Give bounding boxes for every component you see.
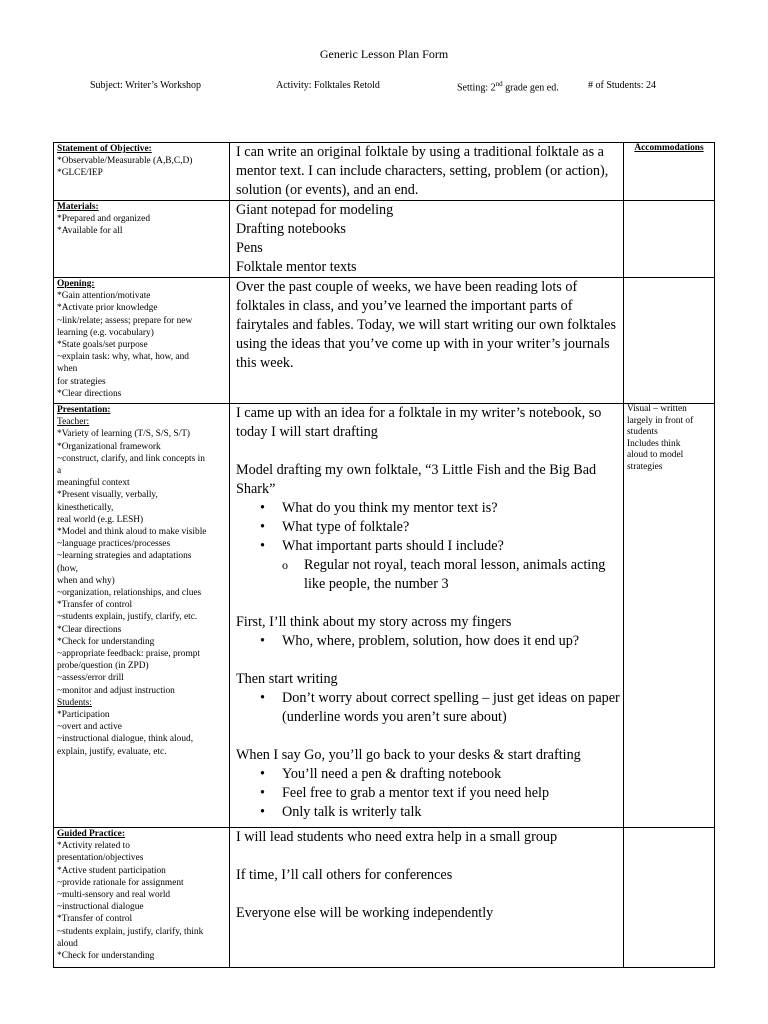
objective-content [230, 143, 624, 201]
criteria-line: *Prepared and organized [57, 214, 151, 225]
criteria-line: explain, justify, evaluate, etc. [57, 746, 167, 757]
criteria-line: ~instructional dialogue [57, 902, 144, 913]
guided-text: If time, I’ll call others for conferences [236, 867, 453, 883]
criteria-line: ~learning strategies and adaptations [57, 551, 192, 562]
criteria-line: *Activate prior knowledge [57, 303, 158, 314]
criteria-line: ~link/relate; assess; prepare for new [57, 315, 193, 326]
criteria-line: aloud [57, 938, 78, 949]
accommodation-line: Visual – written [627, 404, 687, 414]
criteria-line: learning (e.g. vocabulary) [57, 327, 154, 338]
bullet-list [236, 632, 620, 651]
criteria-line: ~explain task: why, what, how, and [57, 352, 189, 363]
students-label: Students: [57, 697, 92, 708]
objective-row [54, 143, 715, 201]
criteria-line: *Check for understanding [57, 636, 155, 647]
criteria-line: ~construct, clarify, and link concepts in [57, 453, 205, 464]
sub-bullet-list [236, 556, 620, 594]
setting-text: Setting: 2 [457, 82, 496, 94]
guided-accommodations [624, 828, 715, 968]
criteria-line: *Check for understanding [57, 951, 155, 962]
teacher-label: Teacher: [57, 417, 90, 428]
material-item: Drafting notebooks [236, 221, 346, 237]
criteria-line: *Clear directions [57, 388, 122, 399]
criteria-line: *Transfer of control [57, 914, 133, 925]
presentation-paragraph: When I say Go, you’ll go back to your desks & start drafting [236, 747, 581, 763]
criteria-line: real world (e.g. LESH) [57, 514, 144, 525]
opening-content [230, 278, 624, 404]
criteria-line: ~assess/error drill [57, 673, 124, 684]
criteria-line: ~organization, relationships, and clues [57, 588, 202, 599]
accommodation-line: largely in front of [627, 415, 694, 426]
students-count-field: # of Students: 24 [588, 80, 657, 91]
activity-field: Activity: Folktales Retold [276, 80, 380, 91]
criteria-line: ~overt and active [57, 722, 122, 733]
criteria-line: kinesthetically, [57, 502, 114, 513]
objective-criteria [54, 143, 230, 201]
bullet-item: • Feel free to grab a mentor text if you need help [260, 784, 620, 803]
accommodation-line: students [627, 427, 658, 437]
presentation-paragraph: I came up with an idea for a folktale in my writer’s notebook, so today I will start drafting [236, 405, 602, 440]
materials-content [230, 201, 624, 278]
criteria-line: ~multi-sensory and real world [57, 890, 171, 901]
criteria-line: when [57, 364, 78, 375]
criteria-line: ~provide rationale for assignment [57, 877, 184, 888]
criteria-line: *Variety of learning (T/S, S/S, S/T) [57, 429, 191, 440]
setting-text-end: grade gen ed. [502, 82, 559, 94]
subject-field: Subject: Writer’s Workshop [90, 80, 202, 91]
criteria-line: *Clear directions [57, 624, 122, 635]
criteria-line: *Activity related to [57, 841, 130, 852]
bullet-item: • Who, where, problem, solution, how does it end up? [260, 632, 620, 651]
presentation-criteria [54, 404, 230, 828]
criteria-line: for strategies [57, 376, 106, 387]
criteria-line: ~students explain, justify, clarify, etc. [57, 612, 198, 623]
presentation-paragraph: Then start writing [236, 671, 338, 687]
criteria-line: *Observable/Measurable (A,B,C,D) [57, 156, 193, 167]
criteria-line: *Model and think aloud to make visible [57, 527, 207, 538]
criteria-line: meaningful context [57, 478, 130, 489]
accommodation-line: aloud to model [627, 450, 684, 460]
criteria-line: *Present visually, verbally, [57, 490, 158, 501]
bullet-item: • What important parts should I include? [260, 537, 620, 556]
criteria-line: a [57, 466, 62, 477]
accommodation-line: Includes think [627, 438, 681, 449]
lesson-plan-table [53, 142, 715, 968]
materials-row [54, 201, 715, 278]
opening-text: Over the past couple of weeks, we have been reading lots of folktales in class, and you’ve learned the important parts of fairytales and fables. Today, we will start writing our own folktales using the ideas that you’ve come up with in your writer’s journals this week. [236, 279, 616, 371]
criteria-line: ~students explain, justify, clarify, think [57, 926, 204, 937]
setting-superscript: nd [495, 80, 503, 88]
criteria-line: *Gain attention/motivate [57, 291, 151, 302]
criteria-line: *State goals/set purpose [57, 340, 148, 351]
setting-field [457, 80, 559, 93]
criteria-line: *Organizational framework [57, 441, 161, 452]
guided-text: Everyone else will be working independently [236, 905, 494, 921]
bullet-item: • Only talk is writerly talk [260, 803, 620, 822]
criteria-line: (how, [57, 563, 79, 574]
criteria-line: ~monitor and adjust instruction [57, 685, 175, 696]
sub-bullet-item: o Regular not royal, teach moral lesson, animals acting like people, the number 3 [282, 556, 620, 594]
bullet-item: • What do you think my mentor text is? [260, 499, 620, 518]
criteria-line: ~language practices/processes [57, 539, 171, 550]
presentation-paragraph: Model drafting my own folktale, “3 Little Fish and the Big Bad Shark” [236, 462, 597, 497]
presentation-row [54, 404, 715, 828]
material-item: Folktale mentor texts [236, 259, 357, 275]
bullet-list [236, 499, 620, 556]
guided-text: I will lead students who need extra help in a small group [236, 829, 558, 845]
opening-accommodations [624, 278, 715, 404]
accommodations-heading: Accommodations [634, 143, 704, 153]
criteria-line: presentation/objectives [57, 853, 144, 864]
opening-heading: Opening: [57, 279, 95, 289]
form-title: Generic Lesson Plan Form [319, 47, 449, 61]
bullet-list [236, 689, 620, 727]
material-item: Pens [236, 240, 263, 256]
opening-criteria [54, 278, 230, 404]
criteria-line: *Active student participation [57, 865, 166, 876]
bullet-list [236, 765, 620, 822]
material-item: Giant notepad for modeling [236, 202, 394, 218]
presentation-accommodations [624, 404, 715, 828]
criteria-line: when and why) [57, 575, 115, 586]
guided-criteria [54, 828, 230, 968]
opening-row [54, 278, 715, 404]
presentation-content [230, 404, 624, 828]
accommodation-line: strategies [627, 461, 663, 472]
criteria-line: probe/question (in ZPD) [57, 661, 149, 672]
criteria-line: *Transfer of control [57, 600, 133, 611]
materials-heading: Materials: [57, 202, 99, 212]
bullet-item: • You’ll need a pen & drafting notebook [260, 765, 620, 784]
criteria-line: ~appropriate feedback: praise, prompt [57, 649, 201, 660]
criteria-line: ~instructional dialogue, think aloud, [57, 734, 194, 745]
materials-criteria [54, 201, 230, 278]
presentation-paragraph: First, I’ll think about my story across my fingers [236, 614, 512, 630]
criteria-line: *Available for all [57, 226, 123, 237]
criteria-line: *Participation [57, 710, 110, 721]
criteria-line: *GLCE/IEP [57, 168, 103, 179]
accommodations-column-header [624, 143, 715, 201]
guided-practice-row [54, 828, 715, 968]
presentation-heading: Presentation: [57, 405, 111, 415]
guided-heading: Guided Practice: [57, 829, 125, 839]
guided-content [230, 828, 624, 968]
materials-accommodations [624, 201, 715, 278]
bullet-item: • What type of folktale? [260, 518, 620, 537]
objective-text: I can write an original folktale by using a traditional folktale as a mentor text. I can include characters, setting, problem (or action), solution (or events), and an end. [236, 144, 609, 198]
bullet-item: • Don’t worry about correct spelling – just get ideas on paper (underline words you aren’t sure about) [260, 689, 620, 727]
objective-heading: Statement of Objective: [57, 144, 152, 154]
